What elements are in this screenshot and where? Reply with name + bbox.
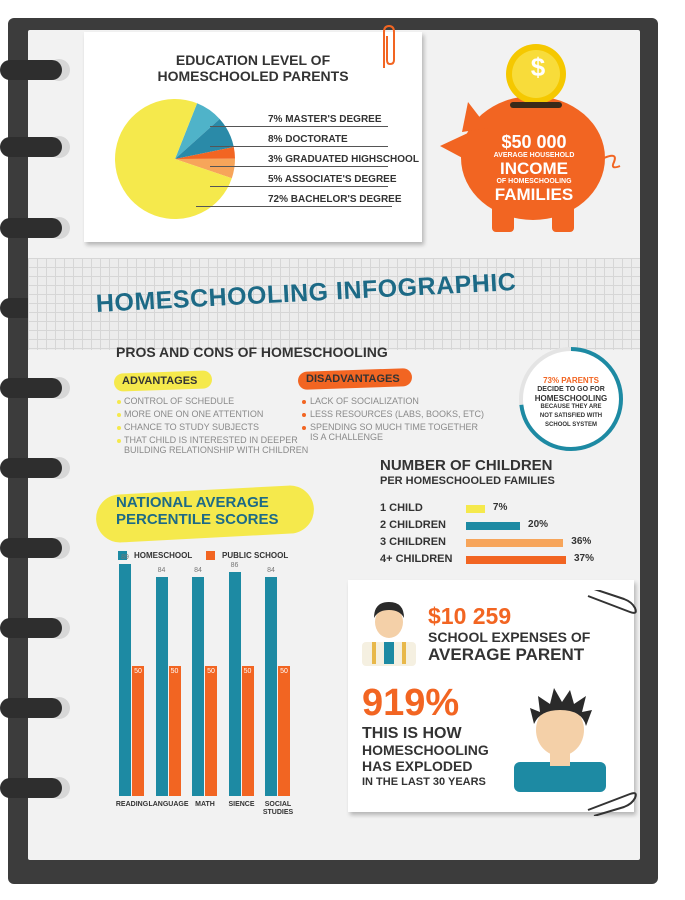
parent-avatar-icon [360,596,418,666]
children-subtitle: PER HOMESCHOOLED FAMILIES [380,475,555,487]
advantage-item: CONTROL OF SCHEDULE [124,396,235,406]
parents-stat-line5: NOT SATISFIED WITH [539,413,603,419]
subject-label: READING [115,801,149,808]
disadvantage-item: SPENDING SO MUCH TIME TOGETHER [310,422,479,432]
pros-cons-title: PROS AND CONS OF HOMESCHOOLING [116,344,388,360]
public-school-value: 50 [207,667,215,675]
advantage-bullet [117,413,121,417]
public-school-bar [278,666,290,796]
pie-leader-line [210,146,388,147]
homeschool-bar [229,572,241,796]
income-sub2: OF HOMESCHOOLING [496,178,572,185]
binder-ring [0,137,62,157]
disadvantage-bullet [302,413,306,417]
public-school-value: 50 [134,667,142,675]
public-school-bar [169,666,181,796]
children-row-label: 3 CHILDREN [380,536,447,548]
public-school-value: 50 [170,667,179,675]
income-sub: AVERAGE HOUSEHOLD [493,152,575,159]
child-avatar-icon [512,684,608,794]
parents-stat-line6: SCHOOL SYSTEM [545,422,597,428]
homeschool-bar [119,564,131,796]
public-school-bar [205,666,217,796]
binder-ring [0,378,62,398]
pie-label: 8% DOCTORATE [268,134,348,145]
children-title: NUMBER OF CHILDREN [380,457,553,474]
children-row-label: 4+ CHILDREN [380,553,453,565]
scores-title [116,494,279,528]
growth-percent: 919% [362,682,460,724]
public-school-bar [132,666,144,796]
expenses-line1: SCHOOL EXPENSES OF [428,629,591,645]
children-row-value: 36% [571,536,592,547]
pie-leader-line [210,126,388,127]
disadvantages-label: DISADVANTAGES [306,373,400,385]
parents-stat-line3: HOMESCHOOLING [534,394,608,403]
pie-label: 72% BACHELOR'S DEGREE [268,194,402,205]
homeschool-value: 84 [194,567,202,575]
pie-leader-line [210,186,388,187]
children-row-bar [466,522,520,530]
pie-label: 7% MASTER'S DEGREE [268,114,382,125]
advantage-item: MORE ONE ON ONE ATTENTION [124,409,264,419]
disadvantage-bullet [302,400,306,404]
parents-stat-line2: DECIDE TO GO FOR [537,386,605,393]
paperclip-icon-top [584,590,640,620]
dollar-coin-icon: $ [530,52,546,82]
binder-ring [0,698,62,718]
homeschool-value: 84 [267,567,275,575]
growth-line4: IN THE LAST 30 YEARS [362,776,486,788]
children-row-bar [466,556,566,564]
subject-label: SOCIAL STUDIES [262,801,294,816]
children-row-label: 2 CHILDREN [380,519,447,531]
pie-leader-line [196,206,392,207]
public-school-bar [242,666,254,796]
disadvantage-item: LESS RESOURCES (LABS, BOOKS, ETC) [310,409,485,419]
homeschool-bar [265,577,277,796]
main-title: HOMESCHOOLING INFOGRAPHIC [95,267,517,318]
growth-line1: THIS IS HOW [362,725,462,742]
expenses-amount: $10 259 [428,603,512,629]
scores-title-line1: NATIONAL AVERAGE [116,494,269,511]
public-school-value: 50 [280,667,288,675]
pie-leader-line [210,166,388,167]
binder-ring [0,218,62,238]
binder-ring [0,458,62,478]
parents-stat-text [521,376,621,430]
children-row-bar [466,539,563,547]
income-amount: $50 000 [501,132,567,152]
advantage-item: THAT CHILD IS INTERESTED IN DEEPER [124,435,298,445]
advantage-bullet [117,400,121,404]
expenses-line2: AVERAGE PARENT [428,645,585,664]
disadvantage-bullet [302,426,306,430]
education-title-line2: HOMESCHOOLED PARENTS [157,68,349,84]
subject-label: SIENCE [228,801,255,808]
pie-label: 5% ASSOCIATE'S DEGREE [268,174,397,185]
homeschool-value: 84 [157,567,166,575]
binder-ring [0,60,62,80]
children-row-bar [466,505,485,513]
income-line1: INCOME [500,159,568,178]
education-title [84,52,422,84]
public-school-value: 50 [243,667,252,675]
legend-swatch-public [206,551,215,560]
legend-homeschool: HOMESCHOOL [134,551,193,560]
advantage-item: BUILDING RELATIONSHIP WITH CHILDREN [124,445,309,455]
education-pie-chart [112,96,238,222]
subject-label: MATH [195,801,215,808]
binder-ring [0,618,62,638]
paperclip-icon [378,24,398,72]
homeschool-value: 86 [230,561,239,569]
paperclip-icon-bottom [584,786,640,816]
advantages-label: ADVANTAGES [122,375,198,387]
growth-text [362,726,489,790]
homeschool-bar [192,577,204,796]
education-title-line1: EDUCATION LEVEL OF [175,52,331,68]
binder-ring [0,538,62,558]
growth-line3: HAS EXPLODED [362,758,473,774]
scores-title-line2: PERCENTILE SCORES [116,511,279,528]
children-row-value: 37% [574,553,595,564]
income-line2: FAMILIES [494,185,574,204]
binder-ring [0,778,62,798]
subject-label: LANGUAGE [148,801,189,808]
disadvantage-item: LACK OF SOCIALIZATION [310,396,419,406]
homeschool-bar [156,577,168,796]
income-block [474,132,594,204]
disadvantage-item: IS A CHALLENGE [310,432,384,442]
advantage-bullet [117,426,121,430]
parents-stat-line1: 73% PARENTS [543,376,599,385]
expenses-text [428,629,590,664]
parents-stat-line4: BECAUSE THEY ARE [540,404,602,410]
children-row-label: 1 CHILD [380,502,423,514]
homeschool-value: 89 [121,554,129,561]
growth-line2: HOMESCHOOLING [362,742,489,758]
advantage-bullet [117,439,121,443]
advantage-item: CHANCE TO STUDY SUBJECTS [124,422,260,432]
pie-label: 3% GRADUATED HIGHSCHOOL [268,154,419,165]
children-row-value: 7% [492,502,508,513]
legend-public: PUBLIC SCHOOL [222,551,289,560]
children-row-value: 20% [528,519,549,530]
